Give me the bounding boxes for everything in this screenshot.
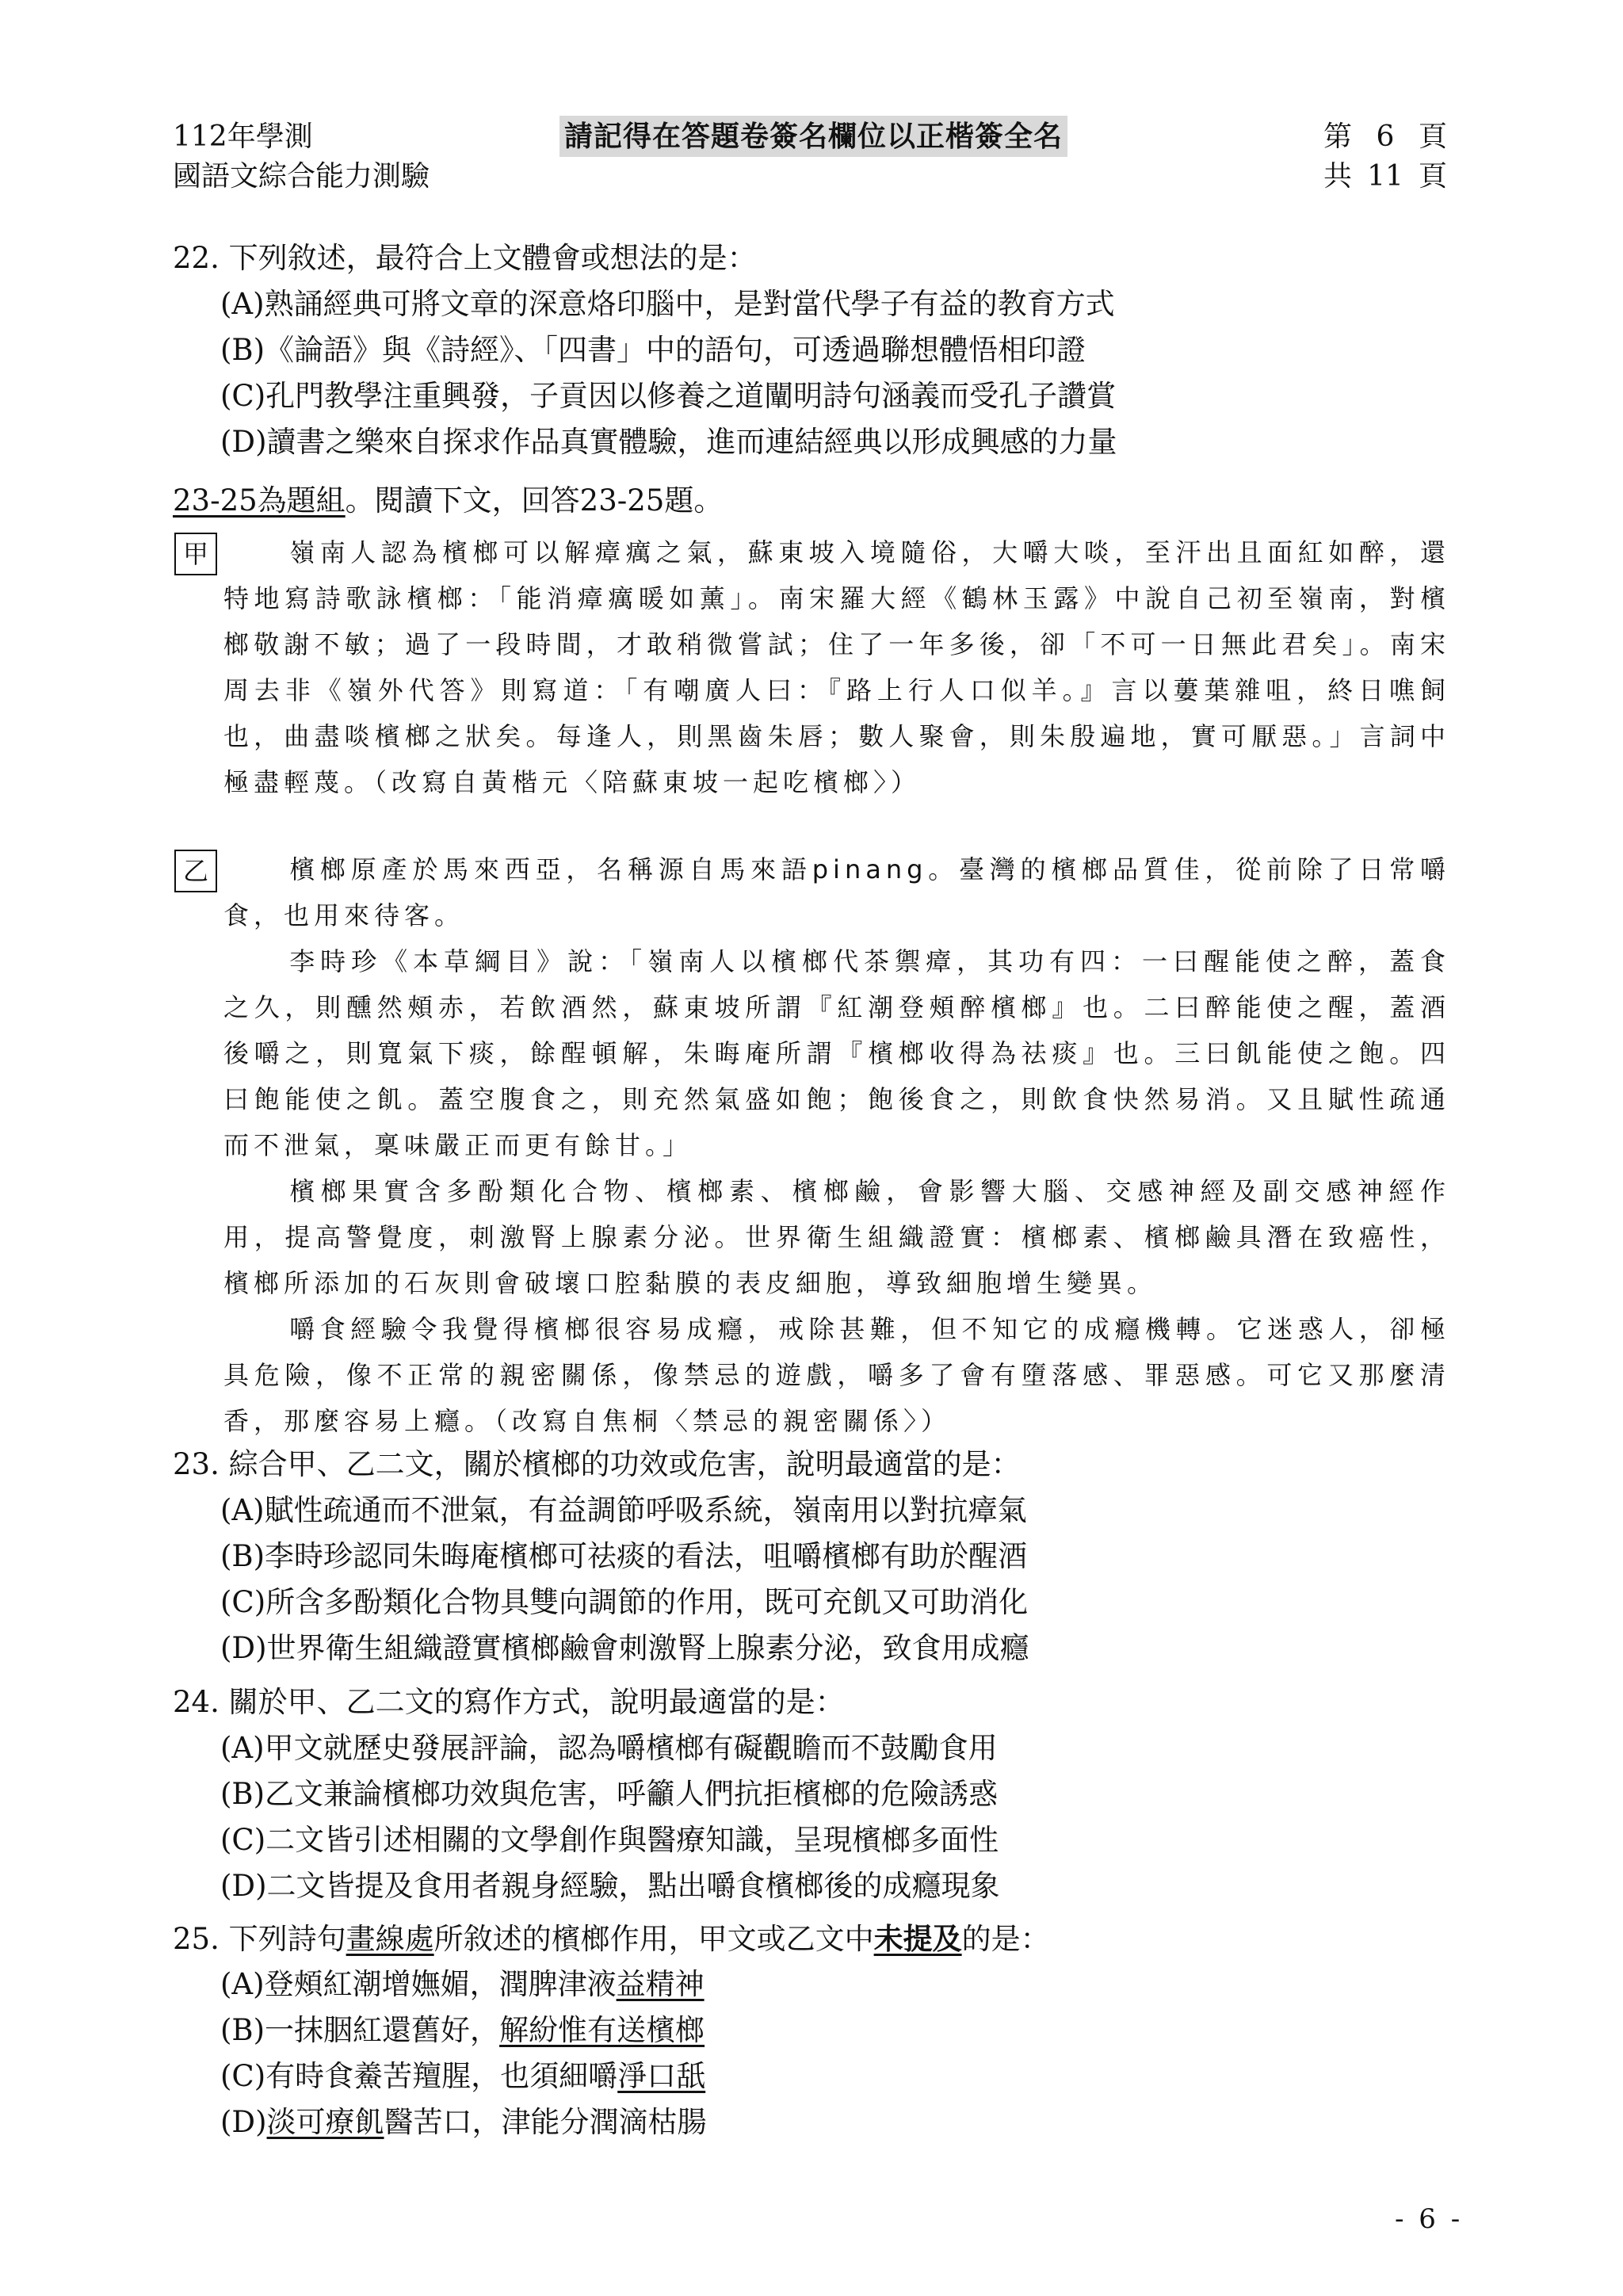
q25-stem-pre: 25. 下列詩句 — [173, 1922, 346, 1956]
q23-option-b[interactable]: (B)李時珍認同朱晦庵檳榔可祛痰的看法，咀嚼檳榔有助於醒酒 — [220, 1539, 1028, 1573]
q23-option-d[interactable]: (D)世界衛生組織證實檳榔鹼會刺激腎上腺素分泌，致食用成癮 — [220, 1631, 1029, 1665]
exam-subject: 國語文綜合能力測驗 — [173, 160, 430, 193]
q22-option-c[interactable]: (C)孔門教學注重興發，子貢因以修養之道闡明詩句涵義而受孔子讚賞 — [220, 379, 1117, 413]
page-suffix: 頁 — [1418, 120, 1447, 153]
total-prefix: 共 — [1323, 160, 1352, 193]
option-text: (B)一抹胭紅還舊好， — [220, 2013, 500, 2047]
passage-b-paragraph: 嚼食經驗令我覺得檳榔很容易成癮，戒除甚難，但不知它的成癮機轉。它迷惑人，卻極具危險，像不正常的親密關係，像禁忌的遊戲，嚼多了會有墮落感、罪惡感。可它又那麼清香，那麼容易上癮。（改寫自焦桐〈禁忌的親密關係〉） — [223, 1314, 1450, 1436]
q23-option-a[interactable]: (A)賦性疏通而不泄氣，有益調節呼吸系統，嶺南用以對抗瘴氣 — [220, 1493, 1027, 1527]
q24-option-c[interactable]: (C)二文皆引述相關的文學創作與醫療知識，呈現檳榔多面性 — [220, 1823, 999, 1857]
option-underlined: 淨口舐 — [617, 2059, 706, 2093]
q25-option-c[interactable] — [220, 2056, 705, 2097]
option-underlined: 益精神 — [616, 1967, 705, 2001]
total-suffix: 頁 — [1418, 160, 1447, 193]
q25-option-d[interactable] — [220, 2102, 707, 2143]
option-text: (C)有時食鯗苦羶腥，也須細嚼 — [220, 2059, 618, 2093]
exam-header — [173, 117, 430, 197]
q24-option-b[interactable]: (B)乙文兼論檳榔功效與危害，呼籲人們抗拒檳榔的危險誘惑 — [220, 1777, 999, 1811]
q25-stem-post: 的是： — [961, 1922, 1050, 1956]
passage-a-text: 嶺南人認為檳榔可以解瘴癘之氣，蘇東坡入境隨俗，大嚼大啖，至汗出且面紅如醉，還特地寫詩歌詠檳榔：「能消瘴癘暖如薰」。南宋羅大經《鶴林玉露》中說自己初至嶺南，對檳榔敬謝不敏；過了一段時間，才敢稍微嘗試；住了一年多後，卻「不可一日無此君矣」。南宋周去非《嶺外代答》則寫道：「有嘲廣人曰：『路上行人口似羊。』言以蔞葉雜咀，終日噍飼也，曲盡啖檳榔之狀矣。每逢人，則黑齒朱唇；數人聚會，則朱殷遍地，實可厭惡。」言詞中極盡輕蔑。（改寫自黃楷元〈陪蘇東坡一起吃檳榔〉） — [223, 537, 1450, 797]
passage-b-label: 乙 — [174, 850, 217, 892]
option-underlined: 淡可療飢 — [266, 2105, 384, 2139]
q25-stem-emphasis: 未提及 — [873, 1921, 962, 1956]
q22-option-d[interactable]: (D)讀書之樂來自探求作品真實體驗，進而連結經典以形成興感的力量 — [220, 425, 1117, 459]
q23-option-c[interactable]: (C)所含多酚類化合物具雙向調節的作用，既可充飢又可助消化 — [220, 1585, 1029, 1619]
passage-a-label: 甲 — [174, 533, 217, 575]
q25-stem-underlined: 畫線處 — [346, 1922, 434, 1956]
q23-stem: 23. 綜合甲、乙二文，關於檳榔的功效或危害，說明最適當的是： — [173, 1447, 1021, 1481]
q25-stem — [173, 1918, 1050, 1960]
total-pages: 11 — [1367, 160, 1403, 193]
option-text: (D) — [220, 2105, 267, 2139]
option-underlined: 解紛惟有送檳榔 — [499, 2013, 705, 2047]
page-current: 6 — [1376, 120, 1395, 153]
passage-a — [223, 529, 1450, 805]
q22-option-b[interactable]: (B)《論語》與《詩經》、「四書」中的語句，可透過聯想體悟相印證 — [220, 333, 1086, 367]
exam-year: 112年學測 — [173, 120, 313, 153]
group-instruction — [173, 480, 723, 521]
signature-notice: 請記得在答題卷簽名欄位以正楷簽全名 — [559, 116, 1067, 157]
page-number-footer: - 6 - — [1395, 2203, 1464, 2235]
option-text: (A)登頰紅潮增嫵媚，潤脾津液 — [220, 1967, 617, 2001]
q22-stem: 22. 下列敘述，最符合上文體會或想法的是： — [173, 241, 757, 275]
q24-option-d[interactable]: (D)二文皆提及食用者親身經驗，點出嚼食檳榔後的成癮現象 — [220, 1869, 1000, 1903]
q25-stem-mid: 所敘述的檳榔作用，甲文或乙文中 — [433, 1922, 874, 1956]
passage-b-paragraph: 李時珍《本草綱目》說：「嶺南人以檳榔代茶禦瘴，其功有四：一曰醒能使之醉，蓋食之久，則醺然頰赤，若飲酒然，蘇東坡所謂『紅潮登頰醉檳榔』也。二曰醉能使之醒，蓋酒後嚼之，則寬氣下痰，餘酲頓解，朱晦庵所謂『檳榔收得為祛痰』也。三曰飢能使之飽。四曰飽能使之飢。蓋空腹食之，則充然氣盛如飽；飽後食之，則飲食快然易消。又且賦性疏通而不泄氣，稟味嚴正而更有餘甘。」 — [223, 946, 1450, 1160]
passage-b-paragraph: 檳榔果實含多酚類化合物、檳榔素、檳榔鹼，會影響大腦、交感神經及副交感神經作用，提高警覺度，刺激腎上腺素分泌。世界衛生組織證實：檳榔素、檳榔鹼具潛在致癌性，檳榔所添加的石灰則會破壞口腔黏膜的表皮細胞，導致細胞增生變異。 — [223, 1176, 1450, 1298]
passage-b — [223, 846, 1450, 1444]
q25-option-a[interactable] — [220, 1964, 705, 2005]
passage-b-paragraph: 檳榔原產於馬來西亞，名稱源自馬來語pinang。臺灣的檳榔品質佳，從前除了日常嚼食，也用來待客。 — [223, 854, 1450, 930]
page-prefix: 第 — [1323, 120, 1352, 153]
q24-stem: 24. 關於甲、乙二文的寫作方式，說明最適當的是： — [173, 1685, 845, 1719]
q24-option-a[interactable]: (A)甲文就歷史發展評論，認為嚼檳榔有礙觀瞻而不鼓勵食用 — [220, 1731, 998, 1765]
q25-option-b[interactable] — [220, 2010, 705, 2051]
option-text: 醫苦口，津能分潤滴枯腸 — [384, 2105, 707, 2139]
group-text: 。閱讀下文，回答23-25題。 — [345, 483, 724, 518]
group-range: 23-25為題組 — [173, 483, 346, 518]
page-indicator — [1314, 117, 1457, 197]
q22-option-a[interactable]: (A)熟誦經典可將文章的深意烙印腦中，是對當代學子有益的教育方式 — [220, 287, 1115, 321]
